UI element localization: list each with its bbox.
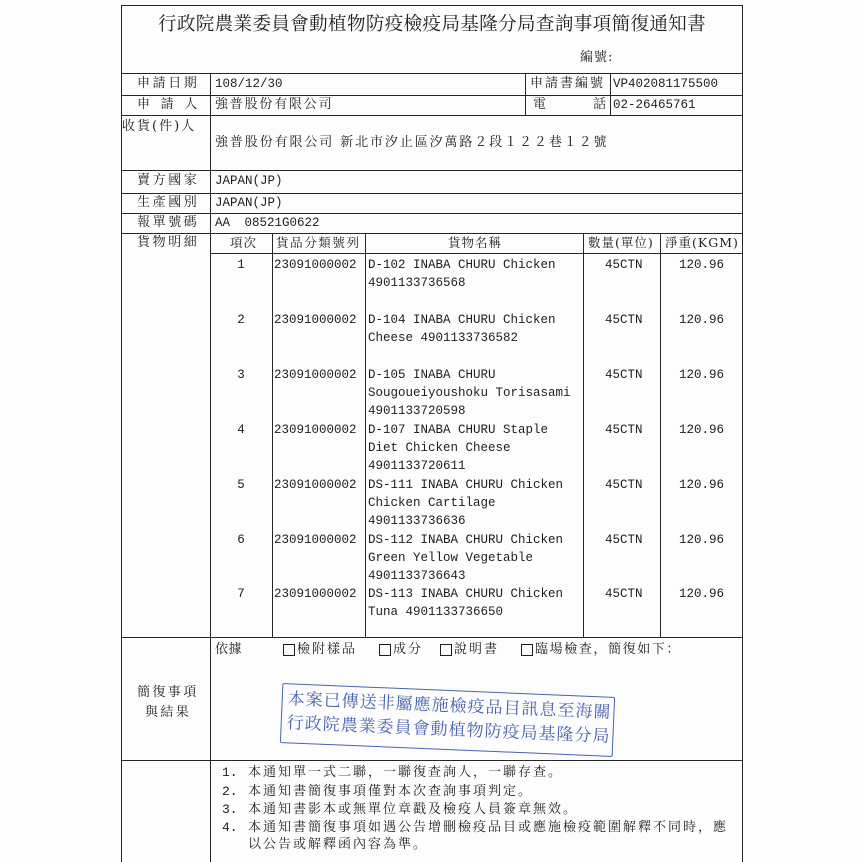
item-number: 6: [237, 533, 245, 547]
goods-name-line: 4901133720598: [368, 404, 466, 418]
goods-header-rule: [210, 253, 743, 254]
document-title: 行政院農業委員會動植物防疫檢疫局基隆分局查詢事項簡復通知書: [157, 14, 707, 35]
goods-name-line: 4901133720611: [368, 459, 466, 473]
item-goods-name: [368, 256, 556, 292]
item-hs-code: 23091000002: [274, 533, 357, 547]
item-quantity: 45CTN: [605, 478, 643, 492]
phone-label: 電 話: [533, 97, 609, 112]
option-ingredients: 成分: [393, 642, 424, 657]
option-onsite-inspection: 臨場檢查，簡復如下：: [535, 642, 682, 657]
goods-name-line: 4901133736636: [368, 514, 466, 528]
checkbox-icon: [440, 644, 452, 656]
col-header-goods-name: 貨物名稱: [448, 235, 503, 250]
row-rule-notes: [121, 760, 743, 761]
item-quantity: 45CTN: [605, 533, 643, 547]
note-number: 2.: [222, 784, 238, 799]
goods-name-line: Cheese 4901133736582: [368, 331, 519, 345]
item-quantity: 45CTN: [605, 587, 643, 601]
date-value: 108/12/30: [215, 77, 283, 91]
item-number: 5: [237, 478, 245, 492]
goods-name-line: D-104 INABA CHURU Chicken: [368, 313, 556, 327]
option-manual: 說明書: [454, 642, 500, 657]
item-net-weight: 120.96: [679, 423, 725, 437]
item-number: 2: [237, 313, 245, 327]
item-net-weight: 120.96: [679, 587, 725, 601]
item-goods-name: [368, 311, 556, 347]
item-goods-name: [368, 476, 563, 530]
consignee-label: 收貨(件)人: [122, 119, 197, 134]
item-hs-code: 23091000002: [274, 258, 357, 272]
item-number: 7: [237, 587, 245, 601]
note-number: 4.: [222, 820, 238, 835]
declaration-value: AA 08521G0622: [215, 216, 320, 230]
seller-country-label: 賣方國家: [137, 173, 200, 188]
goods-name-line: Diet Chicken Cheese: [368, 441, 511, 455]
date-label: 申請日期: [137, 76, 200, 91]
checkbox-icon: [283, 644, 295, 656]
col-header-hs-code: 貨品分類號列: [276, 235, 361, 250]
goods-label: 貨物明細: [137, 235, 200, 250]
basis-label: 依據: [215, 642, 243, 657]
row-rule-consignee: [121, 115, 743, 116]
app-no-label-rule: [610, 73, 611, 115]
item-number: 4: [237, 423, 245, 437]
item-net-weight: 120.96: [679, 533, 725, 547]
goods-name-line: 4901133736643: [368, 569, 466, 583]
item-hs-code: 23091000002: [274, 313, 357, 327]
item-goods-name: [368, 585, 563, 621]
goods-name-line: Tuna 4901133736650: [368, 605, 504, 619]
item-hs-code: 23091000002: [274, 423, 357, 437]
goods-name-line: DS-112 INABA CHURU Chicken: [368, 533, 564, 547]
item-quantity: 45CTN: [605, 258, 643, 272]
goods-name-line: Green Yellow Vegetable: [368, 551, 534, 565]
note-text: 本通知書簡復事項如遇公告增刪檢疫品目或應施檢疫範圍解釋不同時，應: [248, 820, 729, 835]
stamp-line-1: 本案已傳送非屬應施檢疫品目訊息至海關: [287, 689, 612, 723]
official-stamp: [280, 683, 615, 757]
goods-col-rule-weight: [660, 233, 661, 637]
goods-name-line: D-102 INABA CHURU Chicken: [368, 258, 556, 272]
item-goods-name: [368, 421, 548, 475]
row-rule-reply: [121, 637, 743, 638]
note-text-continued: 以公告或解釋函內容為準。: [248, 837, 429, 852]
consignee-value: 強普股份有限公司 新北市汐止區汐萬路２段１２２巷１２號: [215, 135, 609, 150]
label-column-rule: [210, 73, 211, 862]
item-number: 1: [237, 258, 245, 272]
note-text: 本通知單一式二聯，一聯復查詢人，一聯存查。: [248, 765, 564, 780]
col-header-item-no: 項次: [230, 235, 258, 250]
goods-name-line: D-107 INABA CHURU Staple: [368, 423, 549, 437]
goods-col-rule-qty: [583, 233, 584, 637]
item-goods-name: [368, 531, 563, 585]
phone-value: 02-26465761: [613, 98, 696, 112]
item-number: 3: [237, 368, 245, 382]
frame-top-rule: [121, 5, 743, 6]
checkbox-icon: [379, 644, 391, 656]
note-text: 本通知書簡復事項僅對本次查詢事項判定。: [248, 784, 534, 799]
goods-name-line: D-105 INABA CHURU: [368, 368, 496, 382]
goods-name-line: 4901133736568: [368, 276, 466, 290]
option-sample: 檢附樣品: [297, 642, 358, 657]
checkbox-icon: [521, 644, 533, 656]
applicant-label: 申 請 人: [137, 97, 200, 112]
origin-value: JAPAN(JP): [215, 196, 283, 210]
item-net-weight: 120.96: [679, 313, 725, 327]
app-no-value: VP402081175500: [613, 77, 719, 91]
goods-name-line: Sougoueiyoushoku Torisasami: [368, 386, 571, 400]
goods-name-line: Chicken Cartilage: [368, 496, 496, 510]
item-net-weight: 120.96: [679, 478, 725, 492]
stamp-line-2: 行政院農業委員會動植物防疫局基隆分局: [286, 713, 611, 747]
app-no-divider-rule: [525, 73, 526, 115]
note-text: 本通知書影本或無單位章戳及檢疫人員簽章無效。: [248, 802, 579, 817]
item-quantity: 45CTN: [605, 368, 643, 382]
reply-label-line-1: 簡復事項: [137, 685, 199, 700]
app-no-label: 申請書編號: [530, 76, 606, 91]
item-hs-code: 23091000002: [274, 587, 357, 601]
col-header-net-weight: 淨重(KGM): [665, 235, 739, 250]
goods-name-line: DS-111 INABA CHURU Chicken: [368, 478, 564, 492]
applicant-value: 強普股份有限公司: [215, 97, 334, 112]
note-number: 1.: [222, 765, 238, 780]
col-header-quantity: 數量(單位): [588, 235, 654, 250]
document-number-label: 編號:: [580, 50, 614, 65]
item-net-weight: 120.96: [679, 258, 725, 272]
origin-label: 生產國別: [137, 195, 200, 210]
frame-right-rule: [742, 5, 743, 862]
item-net-weight: 120.96: [679, 368, 725, 382]
item-goods-name: [368, 366, 571, 420]
goods-col-rule-name: [365, 233, 366, 637]
declaration-label: 報單號碼: [137, 215, 200, 230]
item-quantity: 45CTN: [605, 313, 643, 327]
item-hs-code: 23091000002: [274, 478, 357, 492]
item-quantity: 45CTN: [605, 423, 643, 437]
item-hs-code: 23091000002: [274, 368, 357, 382]
goods-name-line: DS-113 INABA CHURU Chicken: [368, 587, 564, 601]
seller-country-value: JAPAN(JP): [215, 174, 283, 188]
note-number: 3.: [222, 802, 238, 817]
reply-label-line-2: 與結果: [145, 705, 192, 720]
